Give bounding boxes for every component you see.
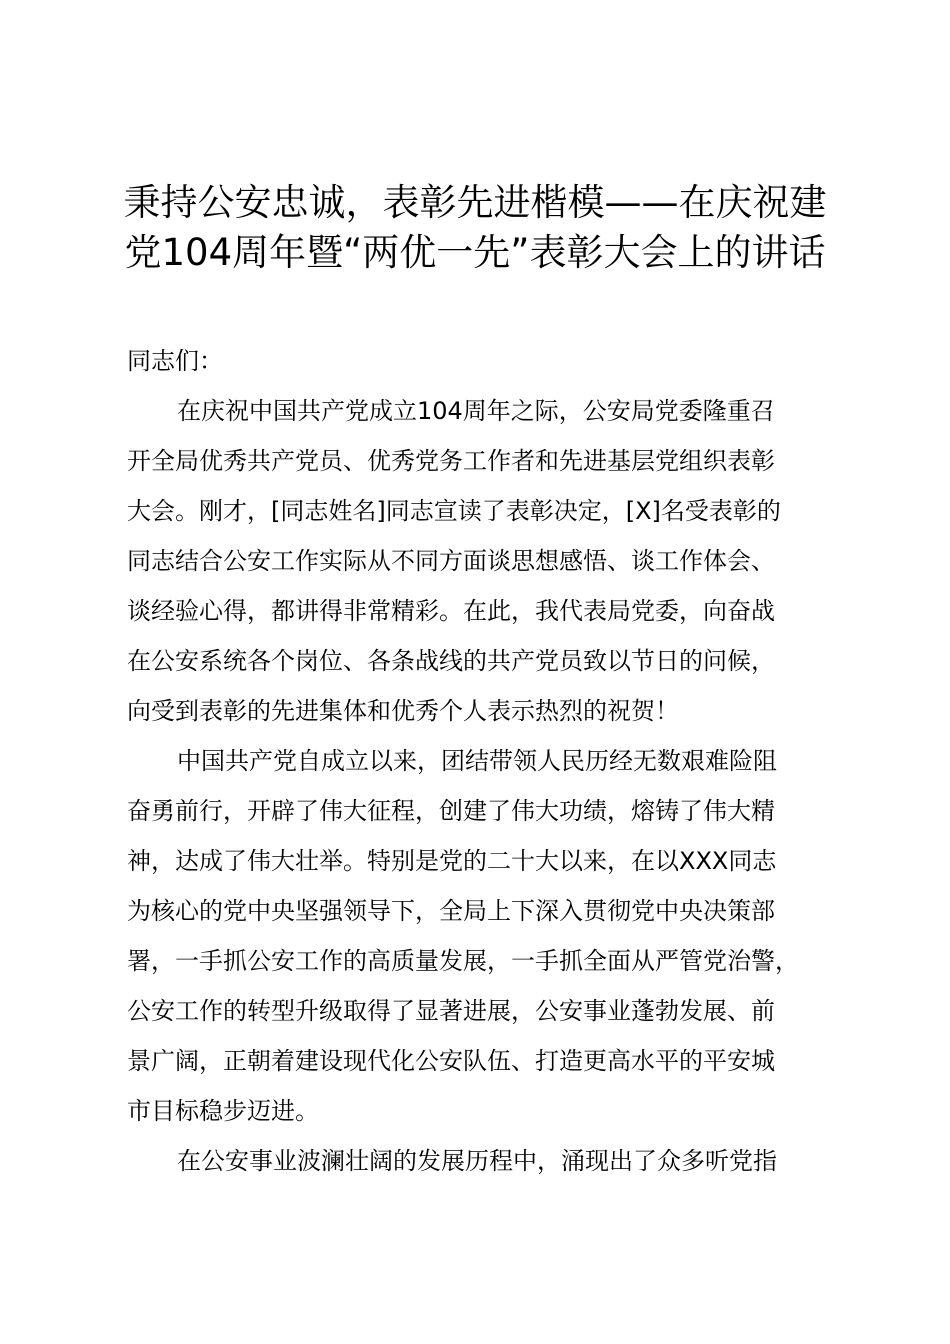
paragraph-line: 市目标稳步迈进。 [127, 1097, 319, 1125]
paragraph-line: 景广阔，正朝着建设现代化公安队伍、打造更高水平的平安城 [127, 1047, 775, 1075]
paragraph-2 [127, 736, 837, 1136]
paragraph-line: 在庆祝中国共产党成立104周年之际，公安局党委隆重召 [177, 397, 775, 425]
paragraph-line: 为核心的党中央坚强领导下，全局上下深入贯彻党中央决策部 [127, 897, 775, 925]
title-line-2: 党104周年暨“两优一先”表彰大会上的讲话 [124, 231, 826, 274]
title-line-1: 秉持公安忠诚，表彰先进楷模——在庆祝建 [123, 181, 827, 224]
paragraph-line: 公安工作的转型升级取得了显著进展，公安事业蓬勃发展、前 [127, 997, 775, 1025]
paragraph-line: 谈经验心得，都讲得非常精彩。在此，我代表局党委，向奋战 [127, 597, 775, 625]
paragraph-line: 神，达成了伟大壮举。特别是党的二十大以来，在以XXX同志 [127, 847, 777, 875]
paragraph-line: 在公安系统各个岗位、各条战线的共产党员致以节日的问候， [127, 647, 775, 675]
paragraph-line: 署，一手抓公安工作的高质量发展，一手抓全面从严管党治警， [127, 947, 799, 975]
salutation: 同志们： [127, 347, 223, 375]
paragraph-line: 向受到表彰的先进集体和优秀个人表示热烈的祝贺！ [127, 697, 679, 725]
document-title [110, 178, 840, 278]
paragraph-line: 同志结合公安工作实际从不同方面谈思想感悟、谈工作体会、 [127, 547, 775, 575]
paragraph-line: 在公安事业波澜壮阔的发展历程中，涌现出了众多听党指 [177, 1147, 777, 1175]
paragraph-line: 奋勇前行，开辟了伟大征程，创建了伟大功绩，熔铸了伟大精 [127, 797, 775, 825]
paragraph-1 [127, 386, 837, 736]
paragraph-line: 大会。刚才，[同志姓名]同志宣读了表彰决定，[X]名受表彰的 [127, 497, 781, 525]
document-body [127, 336, 837, 1186]
paragraph-line: 开全局优秀共产党员、优秀党务工作者和先进基层党组织表彰 [127, 447, 775, 475]
paragraph-3 [127, 1136, 837, 1186]
paragraph-line: 中国共产党自成立以来，团结带领人民历经无数艰难险阻 [177, 747, 777, 775]
